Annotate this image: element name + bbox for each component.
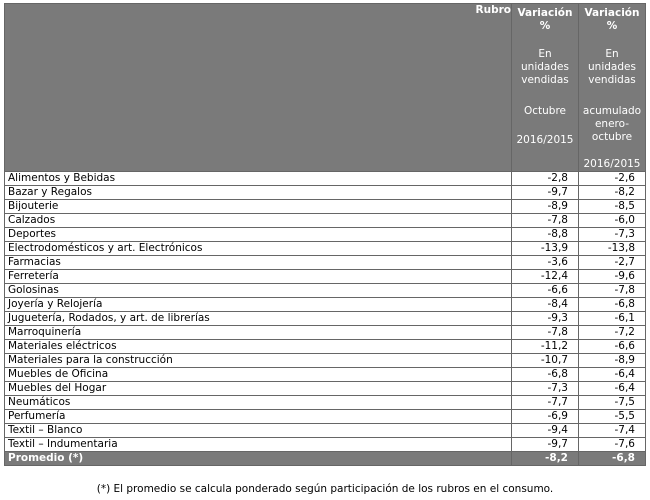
- sales-variation-table: [4, 3, 646, 466]
- row-name: Muebles del Hogar: [5, 382, 512, 396]
- row-cumulative: -8,5: [579, 200, 646, 214]
- row-october: -7,7: [512, 396, 579, 410]
- row-name: Bijouterie: [5, 200, 512, 214]
- row-cumulative: -2,6: [579, 172, 646, 186]
- row-name: Bazar y Regalos: [5, 186, 512, 200]
- row-name: Alimentos y Bebidas: [5, 172, 512, 186]
- row-october: -2,8: [512, 172, 579, 186]
- table-row: [5, 270, 646, 284]
- row-cumulative: -8,2: [579, 186, 646, 200]
- table-row: [5, 242, 646, 256]
- average-row: [5, 452, 646, 466]
- row-name: Ferretería: [5, 270, 512, 284]
- row-name: Farmacias: [5, 256, 512, 270]
- row-cumulative: -2,7: [579, 256, 646, 270]
- row-october: -13,9: [512, 242, 579, 256]
- row-october: -9,3: [512, 312, 579, 326]
- row-cumulative: -6,1: [579, 312, 646, 326]
- cumulative-variation-header: [579, 4, 646, 172]
- october-header-unit-2: unidades: [521, 61, 569, 73]
- october-variation-header: [512, 4, 579, 172]
- october-header-percent: %: [539, 20, 551, 32]
- table-row: [5, 186, 646, 200]
- row-cumulative: -7,5: [579, 396, 646, 410]
- row-cumulative: -6,4: [579, 382, 646, 396]
- row-name: Materiales eléctricos: [5, 340, 512, 354]
- table-row: [5, 354, 646, 368]
- cumulative-header-period-3: octubre: [591, 131, 633, 143]
- row-cumulative: -7,8: [579, 284, 646, 298]
- table-row: [5, 298, 646, 312]
- row-name: Materiales para la construcción: [5, 354, 512, 368]
- row-october: -6,6: [512, 284, 579, 298]
- table-row: [5, 326, 646, 340]
- row-name: Electrodomésticos y art. Electrónicos: [5, 242, 512, 256]
- table-row: [5, 214, 646, 228]
- october-header-unit-1: En: [538, 48, 552, 60]
- rubro-header: Rubro: [5, 4, 512, 172]
- october-header-years: 2016/2015: [516, 134, 574, 146]
- row-cumulative: -8,9: [579, 354, 646, 368]
- row-name: Juguetería, Rodados, y art. de librerías: [5, 312, 512, 326]
- cumulative-header-unit-2: unidades: [588, 61, 636, 73]
- cumulative-header-unit-1: En: [605, 48, 619, 60]
- row-name: Perfumería: [5, 410, 512, 424]
- footnote: (*) El promedio se calcula ponderado según participación de los rubros en el consumo.: [96, 483, 554, 495]
- cumulative-header-period-2: enero-: [594, 118, 630, 130]
- table-row: [5, 284, 646, 298]
- row-cumulative: -7,4: [579, 424, 646, 438]
- october-header-period: Octubre: [523, 105, 567, 117]
- table-header-row: [5, 4, 646, 172]
- row-cumulative: -7,3: [579, 228, 646, 242]
- cumulative-header-years: 2016/2015: [583, 158, 641, 170]
- table-row: [5, 200, 646, 214]
- row-october: -7,3: [512, 382, 579, 396]
- row-october: -8,9: [512, 200, 579, 214]
- cumulative-header-period-1: acumulado: [582, 105, 642, 117]
- row-cumulative: -6,6: [579, 340, 646, 354]
- table-row: [5, 228, 646, 242]
- table-row: [5, 172, 646, 186]
- row-cumulative: -7,6: [579, 438, 646, 452]
- row-name: Golosinas: [5, 284, 512, 298]
- row-name: Calzados: [5, 214, 512, 228]
- row-october: -6,9: [512, 410, 579, 424]
- row-cumulative: -6,0: [579, 214, 646, 228]
- row-cumulative: -13,8: [579, 242, 646, 256]
- row-name: Deportes: [5, 228, 512, 242]
- table-row: [5, 368, 646, 382]
- table-row: [5, 410, 646, 424]
- cumulative-header-percent: %: [606, 20, 618, 32]
- row-october: -8,8: [512, 228, 579, 242]
- row-october: -8,4: [512, 298, 579, 312]
- october-header-unit-3: vendidas: [521, 74, 569, 86]
- row-name: Textil – Indumentaria: [5, 438, 512, 452]
- row-october: -9,7: [512, 438, 579, 452]
- row-cumulative: -5,5: [579, 410, 646, 424]
- table-row: [5, 382, 646, 396]
- row-october: -6,8: [512, 368, 579, 382]
- average-label: Promedio (*): [5, 452, 512, 466]
- row-october: -10,7: [512, 354, 579, 368]
- row-name: Neumáticos: [5, 396, 512, 410]
- row-name: Marroquinería: [5, 326, 512, 340]
- table-row: [5, 396, 646, 410]
- row-name: Textil – Blanco: [5, 424, 512, 438]
- row-october: -11,2: [512, 340, 579, 354]
- row-name: Muebles de Oficina: [5, 368, 512, 382]
- table-row: [5, 256, 646, 270]
- table-row: [5, 340, 646, 354]
- row-october: -9,4: [512, 424, 579, 438]
- row-cumulative: -9,6: [579, 270, 646, 284]
- row-name: Joyería y Relojería: [5, 298, 512, 312]
- average-october: -8,2: [512, 452, 579, 466]
- table-row: [5, 312, 646, 326]
- cumulative-header-unit-3: vendidas: [588, 74, 636, 86]
- row-october: -9,7: [512, 186, 579, 200]
- row-october: -7,8: [512, 326, 579, 340]
- october-header-title: Variación: [517, 7, 573, 19]
- row-october: -3,6: [512, 256, 579, 270]
- row-cumulative: -6,8: [579, 298, 646, 312]
- table-row: [5, 424, 646, 438]
- row-cumulative: -6,4: [579, 368, 646, 382]
- row-cumulative: -7,2: [579, 326, 646, 340]
- table-row: [5, 438, 646, 452]
- cumulative-header-title: Variación: [584, 7, 640, 19]
- row-october: -7,8: [512, 214, 579, 228]
- row-october: -12,4: [512, 270, 579, 284]
- average-cumulative: -6,8: [579, 452, 646, 466]
